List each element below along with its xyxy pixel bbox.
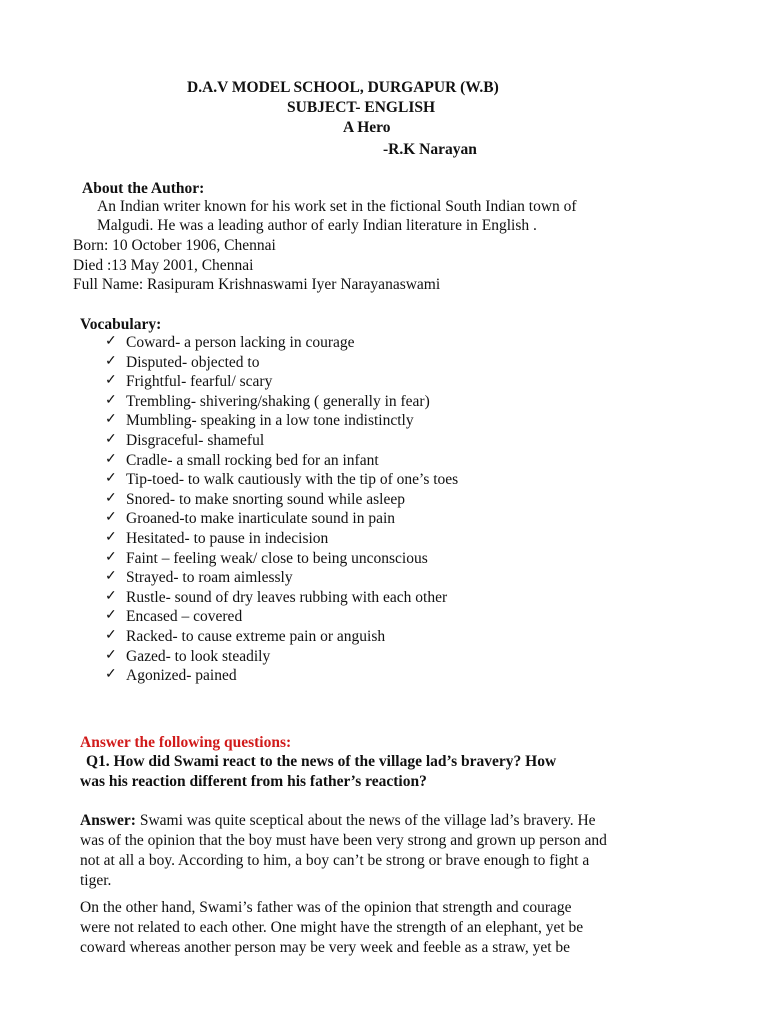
check-icon: ✓ — [105, 491, 117, 506]
vocabulary-item: Snored- to make snorting sound while asleep — [126, 491, 405, 508]
answer-line-2: was of the opinion that the boy must have been very strong and grown up person and — [80, 832, 607, 849]
vocabulary-item: Frightful- fearful/ scary — [126, 373, 273, 390]
check-icon: ✓ — [105, 452, 117, 467]
vocabulary-item: Trembling- shivering/shaking ( generally in fear) — [126, 393, 430, 410]
answer-line-1 — [80, 811, 596, 830]
check-icon: ✓ — [105, 412, 117, 427]
full-name-line: Full Name: Rasipuram Krishnaswami Iyer Narayanaswami — [73, 276, 441, 293]
check-icon: ✓ — [105, 432, 117, 447]
check-icon: ✓ — [105, 667, 117, 682]
vocabulary-item: Tip-toed- to walk cautiously with the tip of one’s toes — [126, 471, 459, 488]
check-icon: ✓ — [105, 471, 117, 486]
vocabulary-item: Faint – feeling weak/ close to being unconscious — [126, 550, 428, 567]
story-title: A Hero — [343, 119, 391, 136]
about-line-2: Malgudi. He was a leading author of early Indian literature in English . — [97, 217, 537, 234]
answer-label: Answer: — [80, 812, 136, 829]
check-icon: ✓ — [105, 589, 117, 604]
answer-line-4: tiger. — [80, 872, 112, 889]
vocabulary-item: Racked- to cause extreme pain or anguish — [126, 628, 386, 645]
about-line-1: An Indian writer known for his work set in the fictional South Indian town of — [97, 198, 577, 215]
vocabulary-item: Hesitated- to pause in indecision — [126, 530, 329, 547]
vocabulary-item: Groaned-to make inarticulate sound in pain — [126, 510, 396, 527]
check-icon: ✓ — [105, 648, 117, 663]
check-icon: ✓ — [105, 550, 117, 565]
school-name: D.A.V MODEL SCHOOL, DURGAPUR (W.B) — [187, 79, 499, 96]
paragraph-2-line-1: On the other hand, Swami’s father was of the opinion that strength and courage — [80, 899, 572, 916]
answer-text-1: Swami was quite sceptical about the news of the village lad’s bravery. He — [135, 812, 596, 829]
check-icon: ✓ — [105, 628, 117, 643]
check-icon: ✓ — [105, 334, 117, 349]
vocabulary-item: Disgraceful- shameful — [126, 432, 265, 449]
paragraph-2-line-3: coward whereas another person may be very week and feeble as a straw, yet be — [80, 939, 571, 956]
vocabulary-item: Agonized- pained — [126, 667, 237, 684]
questions-heading: Answer the following questions: — [80, 734, 292, 751]
vocabulary-item: Coward- a person lacking in courage — [126, 334, 355, 351]
question-1-line-2: was his reaction different from his father’s reaction? — [80, 773, 427, 790]
subject-heading: SUBJECT- ENGLISH — [287, 99, 436, 116]
check-icon: ✓ — [105, 354, 117, 369]
died-line: Died :13 May 2001, Chennai — [73, 257, 254, 274]
check-icon: ✓ — [105, 393, 117, 408]
vocabulary-item: Mumbling- speaking in a low tone indistinctly — [126, 412, 414, 429]
vocabulary-item: Cradle- a small rocking bed for an infant — [126, 452, 379, 469]
vocabulary-heading: Vocabulary: — [80, 316, 162, 333]
born-line: Born: 10 October 1906, Chennai — [73, 237, 276, 254]
check-icon: ✓ — [105, 608, 117, 623]
vocabulary-item: Encased – covered — [126, 608, 243, 625]
check-icon: ✓ — [105, 510, 117, 525]
about-heading: About the Author: — [82, 180, 205, 197]
vocabulary-item: Rustle- sound of dry leaves rubbing with each other — [126, 589, 448, 606]
paragraph-2-line-2: were not related to each other. One might have the strength of an elephant, yet be — [80, 919, 584, 936]
check-icon: ✓ — [105, 530, 117, 545]
vocabulary-item: Gazed- to look steadily — [126, 648, 271, 665]
vocabulary-item: Disputed- objected to — [126, 354, 260, 371]
check-icon: ✓ — [105, 569, 117, 584]
story-author: -R.K Narayan — [383, 141, 477, 158]
vocabulary-item: Strayed- to roam aimlessly — [126, 569, 293, 586]
question-1-line-1: Q1. How did Swami react to the news of the village lad’s bravery? How — [86, 753, 557, 770]
answer-line-3: not at all a boy. According to him, a boy can’t be strong or brave enough to fight a — [80, 852, 590, 869]
check-icon: ✓ — [105, 373, 117, 388]
